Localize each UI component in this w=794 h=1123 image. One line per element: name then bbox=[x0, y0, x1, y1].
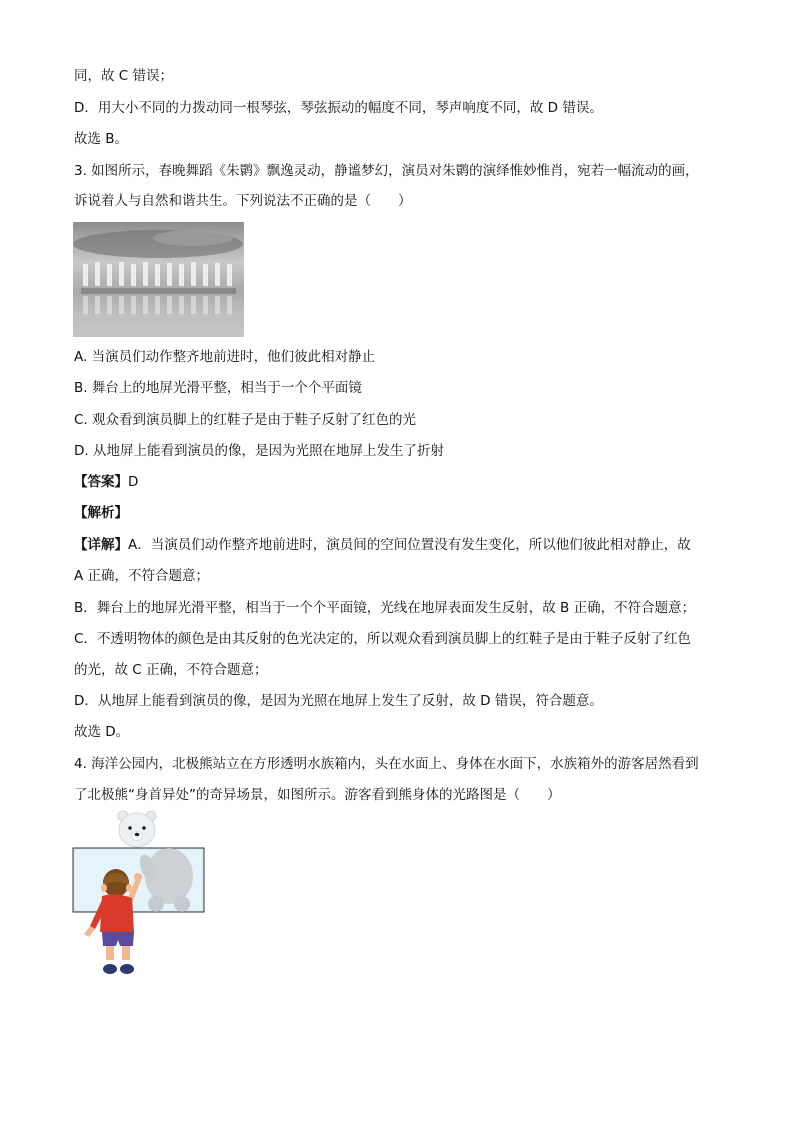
polar-bear-tank-illustration bbox=[72, 808, 208, 978]
question-4-stem: 了北极熊“身首异处”的奇异场景，如图所示。游客看到熊身体的光路图是（ ） bbox=[74, 787, 561, 803]
text-line: 故选 B。 bbox=[74, 131, 129, 147]
detail-line: C．不透明物体的颜色是由其反射的色光决定的，所以观众看到演员脚上的红鞋子是由于鞋子反射了红色 bbox=[74, 631, 691, 647]
detail-line: A 正确，不符合题意； bbox=[74, 568, 210, 584]
text-line: D．用大小不同的力拨动同一根琴弦，琴弦振动的幅度不同，琴声响度不同，故 D 错误。 bbox=[74, 100, 603, 116]
detail-tag: 【详解】 bbox=[74, 537, 128, 553]
bear-head-icon bbox=[118, 811, 156, 847]
detail-line: B．舞台上的地屏光滑平整，相当于一个个平面镜，光线在地屏表面发生反射，故 B 正确，不符合题意； bbox=[74, 600, 696, 616]
question-4-stem: 4. 海洋公园内，北极熊站立在方形透明水族箱内，头在水面上、身体在水面下，水族箱外的游客居然看到 bbox=[74, 756, 699, 772]
detail-a-text: A．当演员们动作整齐地前进时，演员间的空间位置没有发生变化，所以他们彼此相对静止，故 bbox=[128, 537, 691, 553]
text-line: 同，故 C 错误； bbox=[74, 68, 174, 84]
option-b: B. 舞台上的地屏光滑平整，相当于一个个平面镜 bbox=[74, 380, 362, 396]
conclusion-line: 故选 D。 bbox=[74, 724, 130, 740]
question-3-stem: 诉说着人与自然和谐共生。下列说法不正确的是（ ） bbox=[74, 193, 412, 209]
option-a: A. 当演员们动作整齐地前进时，他们彼此相对静止 bbox=[74, 349, 376, 365]
question-3-stem: 3. 如图所示，春晚舞蹈《朱鹮》飘逸灵动，静谧梦幻，演员对朱鹮的演绎惟妙惟肖，宛若一幅流动的画， bbox=[74, 163, 699, 179]
detail-line: D．从地屏上能看到演员的像，是因为光照在地屏上发生了反射，故 D 错误，符合题意。 bbox=[74, 693, 603, 709]
answer-value: D bbox=[128, 474, 139, 490]
analysis-tag: 【解析】 bbox=[74, 505, 128, 521]
answer-line bbox=[74, 472, 138, 492]
detail-line: 的光，故 C 正确，不符合题意； bbox=[74, 662, 268, 678]
detail-line bbox=[74, 535, 691, 555]
option-c: C. 观众看到演员脚上的红鞋子是由于鞋子反射了红色的光 bbox=[74, 412, 417, 428]
dance-photo bbox=[73, 222, 244, 337]
answer-tag: 【答案】 bbox=[74, 474, 128, 490]
option-d: D. 从地屏上能看到演员的像，是因为光照在地屏上发生了折射 bbox=[74, 443, 444, 459]
